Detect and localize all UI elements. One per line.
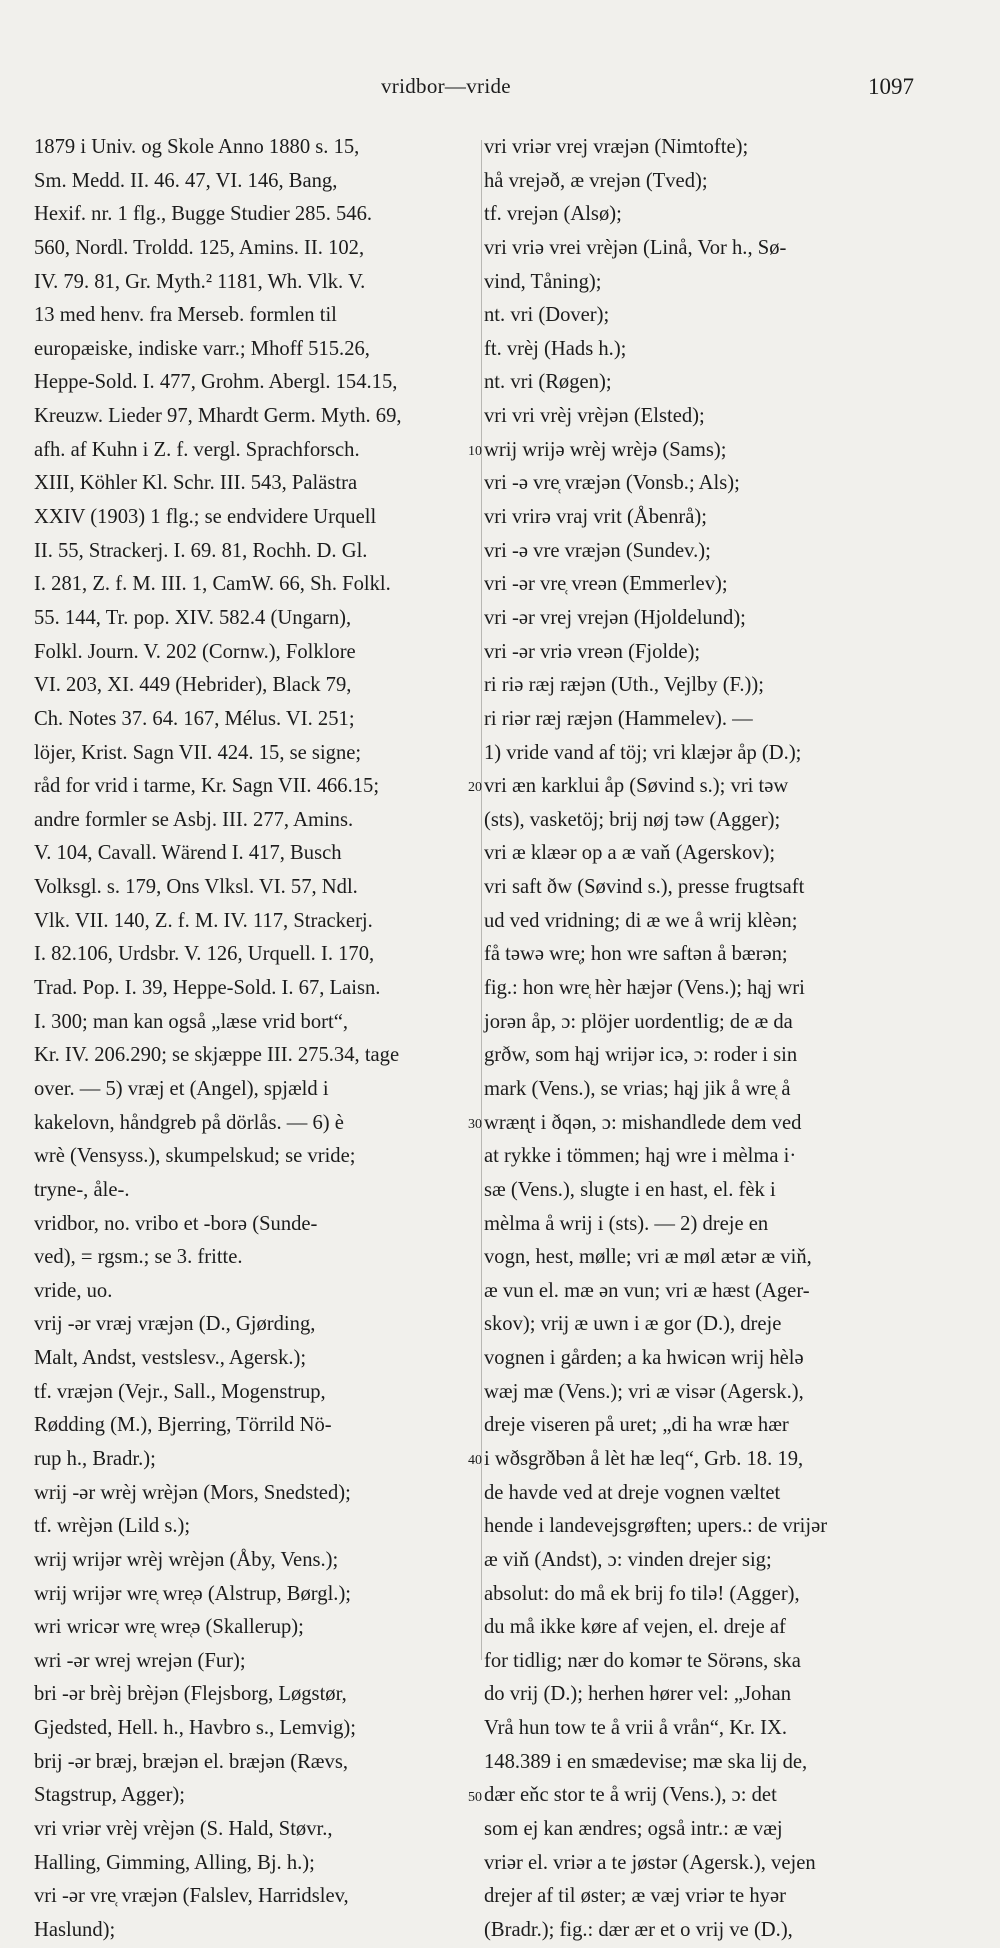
column-divider bbox=[481, 140, 482, 1660]
right-column-line: drejer af til øster; æ væj vriər te hyər bbox=[484, 1885, 786, 1908]
left-column-line: 1879 i Univ. og Skole Anno 1880 s. 15, bbox=[34, 136, 360, 158]
right-column-line: skov); vrij æ uwn i æ gor (D.), dreje bbox=[484, 1313, 782, 1336]
left-column bbox=[34, 131, 472, 1948]
right-column-line: ft. vrèj (Hads h.); bbox=[484, 337, 627, 360]
left-column-line: wrij wrijər wre̜ wre̜ə (Alstrup, Børgl.); bbox=[34, 1582, 352, 1605]
right-column-line: vri vrirə vraj vrit (Åbenrå); bbox=[484, 506, 708, 529]
line-number: 20 bbox=[468, 780, 482, 796]
right-column bbox=[484, 131, 964, 1948]
left-column-line: afh. af Kuhn i Z. f. vergl. Sprachforsch. bbox=[34, 438, 360, 461]
right-column-line: vogn, hest, mølle; vri æ møl ætər æ viň, bbox=[484, 1246, 812, 1269]
running-head bbox=[0, 74, 1000, 108]
left-column-line: Vlk. VII. 140, Z. f. M. IV. 117, Strackerj. bbox=[34, 909, 373, 932]
left-column-line: vri vriər vrèj vrèjən (S. Hald, Støvr., bbox=[34, 1818, 333, 1841]
left-column-line: VI. 203, XI. 449 (Hebrider), Black 79, bbox=[34, 674, 352, 697]
right-column-line: 148.389 i en smædevise; mæ ska lij de, bbox=[484, 1750, 808, 1773]
right-column-line: vognen i gården; a ka hwicən wrij hèlə bbox=[484, 1347, 804, 1370]
right-column-line: æ viň (Andst), ɔ: vinden drejer sig; bbox=[484, 1548, 772, 1571]
left-column-line: over. — 5) vræj et (Angel), spjæld i bbox=[34, 1077, 329, 1100]
right-column-line: sæ (Vens.), slugte i en hast, el. fèk i bbox=[484, 1178, 776, 1201]
right-column-line: (Bradr.); fig.: dær ær et o vrij ve (D.), bbox=[484, 1918, 793, 1941]
right-column-line: do vrij (D.); herhen hører vel: „Johan bbox=[484, 1683, 792, 1706]
right-column-line: grðw, som hąj wrijər icə, ɔ: roder i sin bbox=[484, 1044, 798, 1067]
right-column-line: wrij wrijə wrèj wrèjə (Sams); bbox=[484, 438, 727, 461]
left-column-line: wri wricər wre̜ wre̜ə (Skallerup); bbox=[34, 1616, 304, 1639]
left-column-line: tf. wrèjən (Lild s.); bbox=[34, 1515, 191, 1538]
left-column-line: brij -ər bræj, bræjən el. bræjən (Rævs, bbox=[34, 1750, 349, 1773]
left-column-line: vrij -ər vræj vræjən (D., Gjørding, bbox=[34, 1313, 316, 1336]
right-column-line: vri saft ðw (Søvind s.), presse frugtsaft bbox=[484, 876, 805, 899]
left-column-line: tf. vræjən (Vejr., Sall., Mogenstrup, bbox=[34, 1380, 326, 1403]
right-column-line: dær eňc stor te å wrij (Vens.), ɔ: det bbox=[484, 1784, 777, 1807]
right-column-line: vri -ər vriə vreən (Fjolde); bbox=[484, 640, 701, 663]
right-column-line: vri -ə vre vræjən (Sundev.); bbox=[484, 539, 711, 562]
right-column-line: du må ikke køre af vejen, el. dreje af bbox=[484, 1616, 786, 1639]
right-column-line: tf. vrejən (Alsø); bbox=[484, 203, 622, 226]
left-column-line: råd for vrid i tarme, Kr. Sagn VII. 466.15; bbox=[34, 775, 380, 798]
left-column-line: Folkl. Journ. V. 202 (Cornw.), Folklore bbox=[34, 640, 356, 663]
left-column-line: Sm. Medd. II. 46. 47, VI. 146, Bang, bbox=[34, 169, 338, 192]
right-column-line: vri vriə vrei vrèjən (Linå, Vor h., Sø- bbox=[484, 236, 787, 259]
left-column-line: wrij -ər wrèj wrèjən (Mors, Snedsted); bbox=[34, 1481, 351, 1504]
left-column-line: Volksgl. s. 179, Ons Vlksl. VI. 57, Ndl. bbox=[34, 876, 358, 899]
left-column-line: 55. 144, Tr. pop. XIV. 582.4 (Ungarn), bbox=[34, 606, 352, 629]
right-column-line: wæj mæ (Vens.); vri æ visər (Agersk.), bbox=[484, 1380, 804, 1403]
left-column-line: IV. 79. 81, Gr. Myth.² 1181, Wh. Vlk. V. bbox=[34, 270, 366, 293]
left-column-line: Gjedsted, Hell. h., Havbro s., Lemvig); bbox=[34, 1717, 356, 1740]
left-column-line: XIII, Köhler Kl. Schr. III. 543, Palästra bbox=[34, 472, 358, 495]
left-column-line: vri -ər vre̜ vræjən (Falslev, Harridslev, bbox=[34, 1885, 349, 1908]
left-column-line: wrij wrijər wrèj wrèjən (Åby, Vens.); bbox=[34, 1548, 339, 1571]
right-column-line: nt. vri (Dover); bbox=[484, 304, 610, 327]
line-number: 30 bbox=[468, 1116, 482, 1132]
right-column-line: vri æ klæər op a æ vaň (Agerskov); bbox=[484, 842, 776, 865]
right-column-line: ri riə ræj ræjən (Uth., Vejlby (F.)); bbox=[484, 674, 764, 697]
right-column-line: i wðsgrðbən å lèt hæ leq“, Grb. 18. 19, bbox=[484, 1447, 804, 1470]
left-column-line: XXIV (1903) 1 flg.; se endvidere Urquell bbox=[34, 506, 377, 529]
left-column-line: tryne-, åle-. bbox=[34, 1178, 130, 1201]
right-column-line: vri vri vrèj vrèjən (Elsted); bbox=[484, 405, 705, 428]
left-column-line: Ch. Notes 37. 64. 167, Mélus. VI. 251; bbox=[34, 707, 355, 730]
line-number: 40 bbox=[468, 1453, 482, 1469]
right-column-line: vind, Tåning); bbox=[484, 270, 602, 293]
left-column-line: 13 med henv. fra Merseb. formlen til bbox=[34, 304, 337, 327]
left-column-line: Heppe-Sold. I. 477, Grohm. Abergl. 154.15, bbox=[34, 371, 398, 394]
right-column-line: absolut: do må ek brij fo tilə! (Agger), bbox=[484, 1582, 800, 1605]
right-column-line: jorən åp, ɔ: plöjer uordentlig; de æ da bbox=[484, 1010, 793, 1033]
left-column-line: Haslund); bbox=[34, 1918, 116, 1941]
left-column-line: Kr. IV. 206.290; se skjæppe III. 275.34, tage bbox=[34, 1044, 400, 1067]
page-title: vridbor—vride bbox=[381, 74, 511, 98]
right-column-line: vri -ə vre̜ vræjən (Vonsb.; Als); bbox=[484, 472, 740, 495]
left-column-line: löjer, Krist. Sagn VII. 424. 15, se signe; bbox=[34, 741, 362, 764]
left-column-line: I. 82.106, Urdsbr. V. 126, Urquell. I. 170, bbox=[34, 943, 375, 966]
right-column-line: ud ved vridning; di æ we å wrij klèən; bbox=[484, 909, 798, 932]
left-column-line: Hexif. nr. 1 flg., Bugge Studier 285. 546. bbox=[34, 203, 373, 226]
right-column-line: for tidlig; nær do komər te Sörəns, ska bbox=[484, 1649, 801, 1672]
right-column-line: vri -ər vrej vrejən (Hjoldelund); bbox=[484, 606, 746, 629]
left-column-line: Halling, Gimming, Alling, Bj. h.); bbox=[34, 1851, 315, 1874]
left-column-line: Stagstrup, Agger); bbox=[34, 1784, 186, 1807]
left-column-line: wri -ər wrej wrejən (Fur); bbox=[34, 1649, 246, 1672]
left-column-line: Malt, Andst, vestslesv., Agersk.); bbox=[34, 1347, 307, 1370]
page-number: 1097 bbox=[868, 74, 914, 99]
right-column-line: mark (Vens.), se vrias; hąj jik å wre̜ å bbox=[484, 1077, 791, 1100]
right-column-line: nt. vri (Røgen); bbox=[484, 371, 612, 394]
left-column-line: kakelovn, håndgreb på dörlås. — 6) è bbox=[34, 1111, 344, 1134]
left-column-line: vride, uo. bbox=[34, 1279, 113, 1302]
right-column-line: Vrå hun tow te å vrii å vrån“, Kr. IX. bbox=[484, 1717, 787, 1740]
right-column-line: 1) vride vand af töj; vri klæjər åp (D.); bbox=[484, 741, 802, 764]
right-column-line: æ vun el. mæ ən vun; vri æ hæst (Ager- bbox=[484, 1279, 810, 1302]
left-column-line: europæiske, indiske varr.; Mhoff 515.26, bbox=[34, 337, 370, 360]
left-column-line: II. 55, Strackerj. I. 69. 81, Rochh. D. Gl. bbox=[34, 539, 368, 562]
left-column-line: I. 300; man kan også „læse vrid bort“, bbox=[34, 1010, 348, 1033]
right-column-line: vri vriər vrej vræjən (Nimtofte); bbox=[484, 136, 749, 158]
left-column-line: 560, Nordl. Troldd. 125, Amins. II. 102, bbox=[34, 236, 365, 259]
right-column-line: ri riər ræj ræjən (Hammelev). — bbox=[484, 707, 753, 730]
right-column-line: (sts), vasketöj; brij nøj təw (Agger); bbox=[484, 808, 781, 831]
right-column-line: få təwə wre̜; hon wre saftən å bærən; bbox=[484, 943, 788, 966]
right-column-line: vri -ər vre̜ vreən (Emmerlev); bbox=[484, 573, 728, 596]
right-column-line: dreje viseren på uret; „di ha wræ hær bbox=[484, 1414, 789, 1437]
right-column-line: som ej kan ændres; også intr.: æ væj bbox=[484, 1818, 783, 1841]
left-column-line: Kreuzw. Lieder 97, Mhardt Germ. Myth. 69, bbox=[34, 405, 402, 428]
right-column-line: wræn̨t i ðqən, ɔ: mishandlede dem ved bbox=[484, 1111, 802, 1134]
left-column-line: Trad. Pop. I. 39, Heppe-Sold. I. 67, Laisn. bbox=[34, 977, 381, 1000]
right-column-line: vriər el. vriər a te jøstər (Agersk.), vejen bbox=[484, 1851, 816, 1874]
line-number: 10 bbox=[468, 443, 482, 459]
right-column-line: at rykke i tömmen; hąj wre i mèlma i· bbox=[484, 1145, 797, 1168]
right-column-line: de havde ved at dreje vognen væltet bbox=[484, 1481, 781, 1504]
left-column-line: rup h., Bradr.); bbox=[34, 1447, 156, 1470]
left-column-line: andre formler se Asbj. III. 277, Amins. bbox=[34, 808, 354, 831]
left-column-line: ved), = rgsm.; se 3. fritte. bbox=[34, 1246, 243, 1269]
right-column-line: hå vrejəð, æ vrejən (Tved); bbox=[484, 169, 708, 192]
left-column-line: vridbor, no. vribo et -borə (Sunde- bbox=[34, 1212, 318, 1235]
right-column-line: mèlma å wrij i (sts). — 2) dreje en bbox=[484, 1212, 769, 1235]
right-column-line: vri æn karklui åp (Søvind s.); vri təw bbox=[484, 775, 789, 798]
right-column-line: fig.: hon wre̜ hèr hæjər (Vens.); hąj wri bbox=[484, 977, 805, 1000]
right-column-line: hende i landevejsgrøften; upers.: de vrijər bbox=[484, 1515, 828, 1538]
line-number: 50 bbox=[468, 1789, 482, 1805]
left-column-line: I. 281, Z. f. M. III. 1, CamW. 66, Sh. Folkl. bbox=[34, 573, 391, 596]
left-column-line: bri -ər brèj brèjən (Flejsborg, Løgstør, bbox=[34, 1683, 347, 1706]
left-column-line: V. 104, Cavall. Wärend I. 417, Busch bbox=[34, 842, 342, 865]
left-column-line: wrè (Vensyss.), skumpelskud; se vride; bbox=[34, 1145, 356, 1168]
left-column-line: Rødding (M.), Bjerring, Törrild Nö- bbox=[34, 1414, 332, 1437]
